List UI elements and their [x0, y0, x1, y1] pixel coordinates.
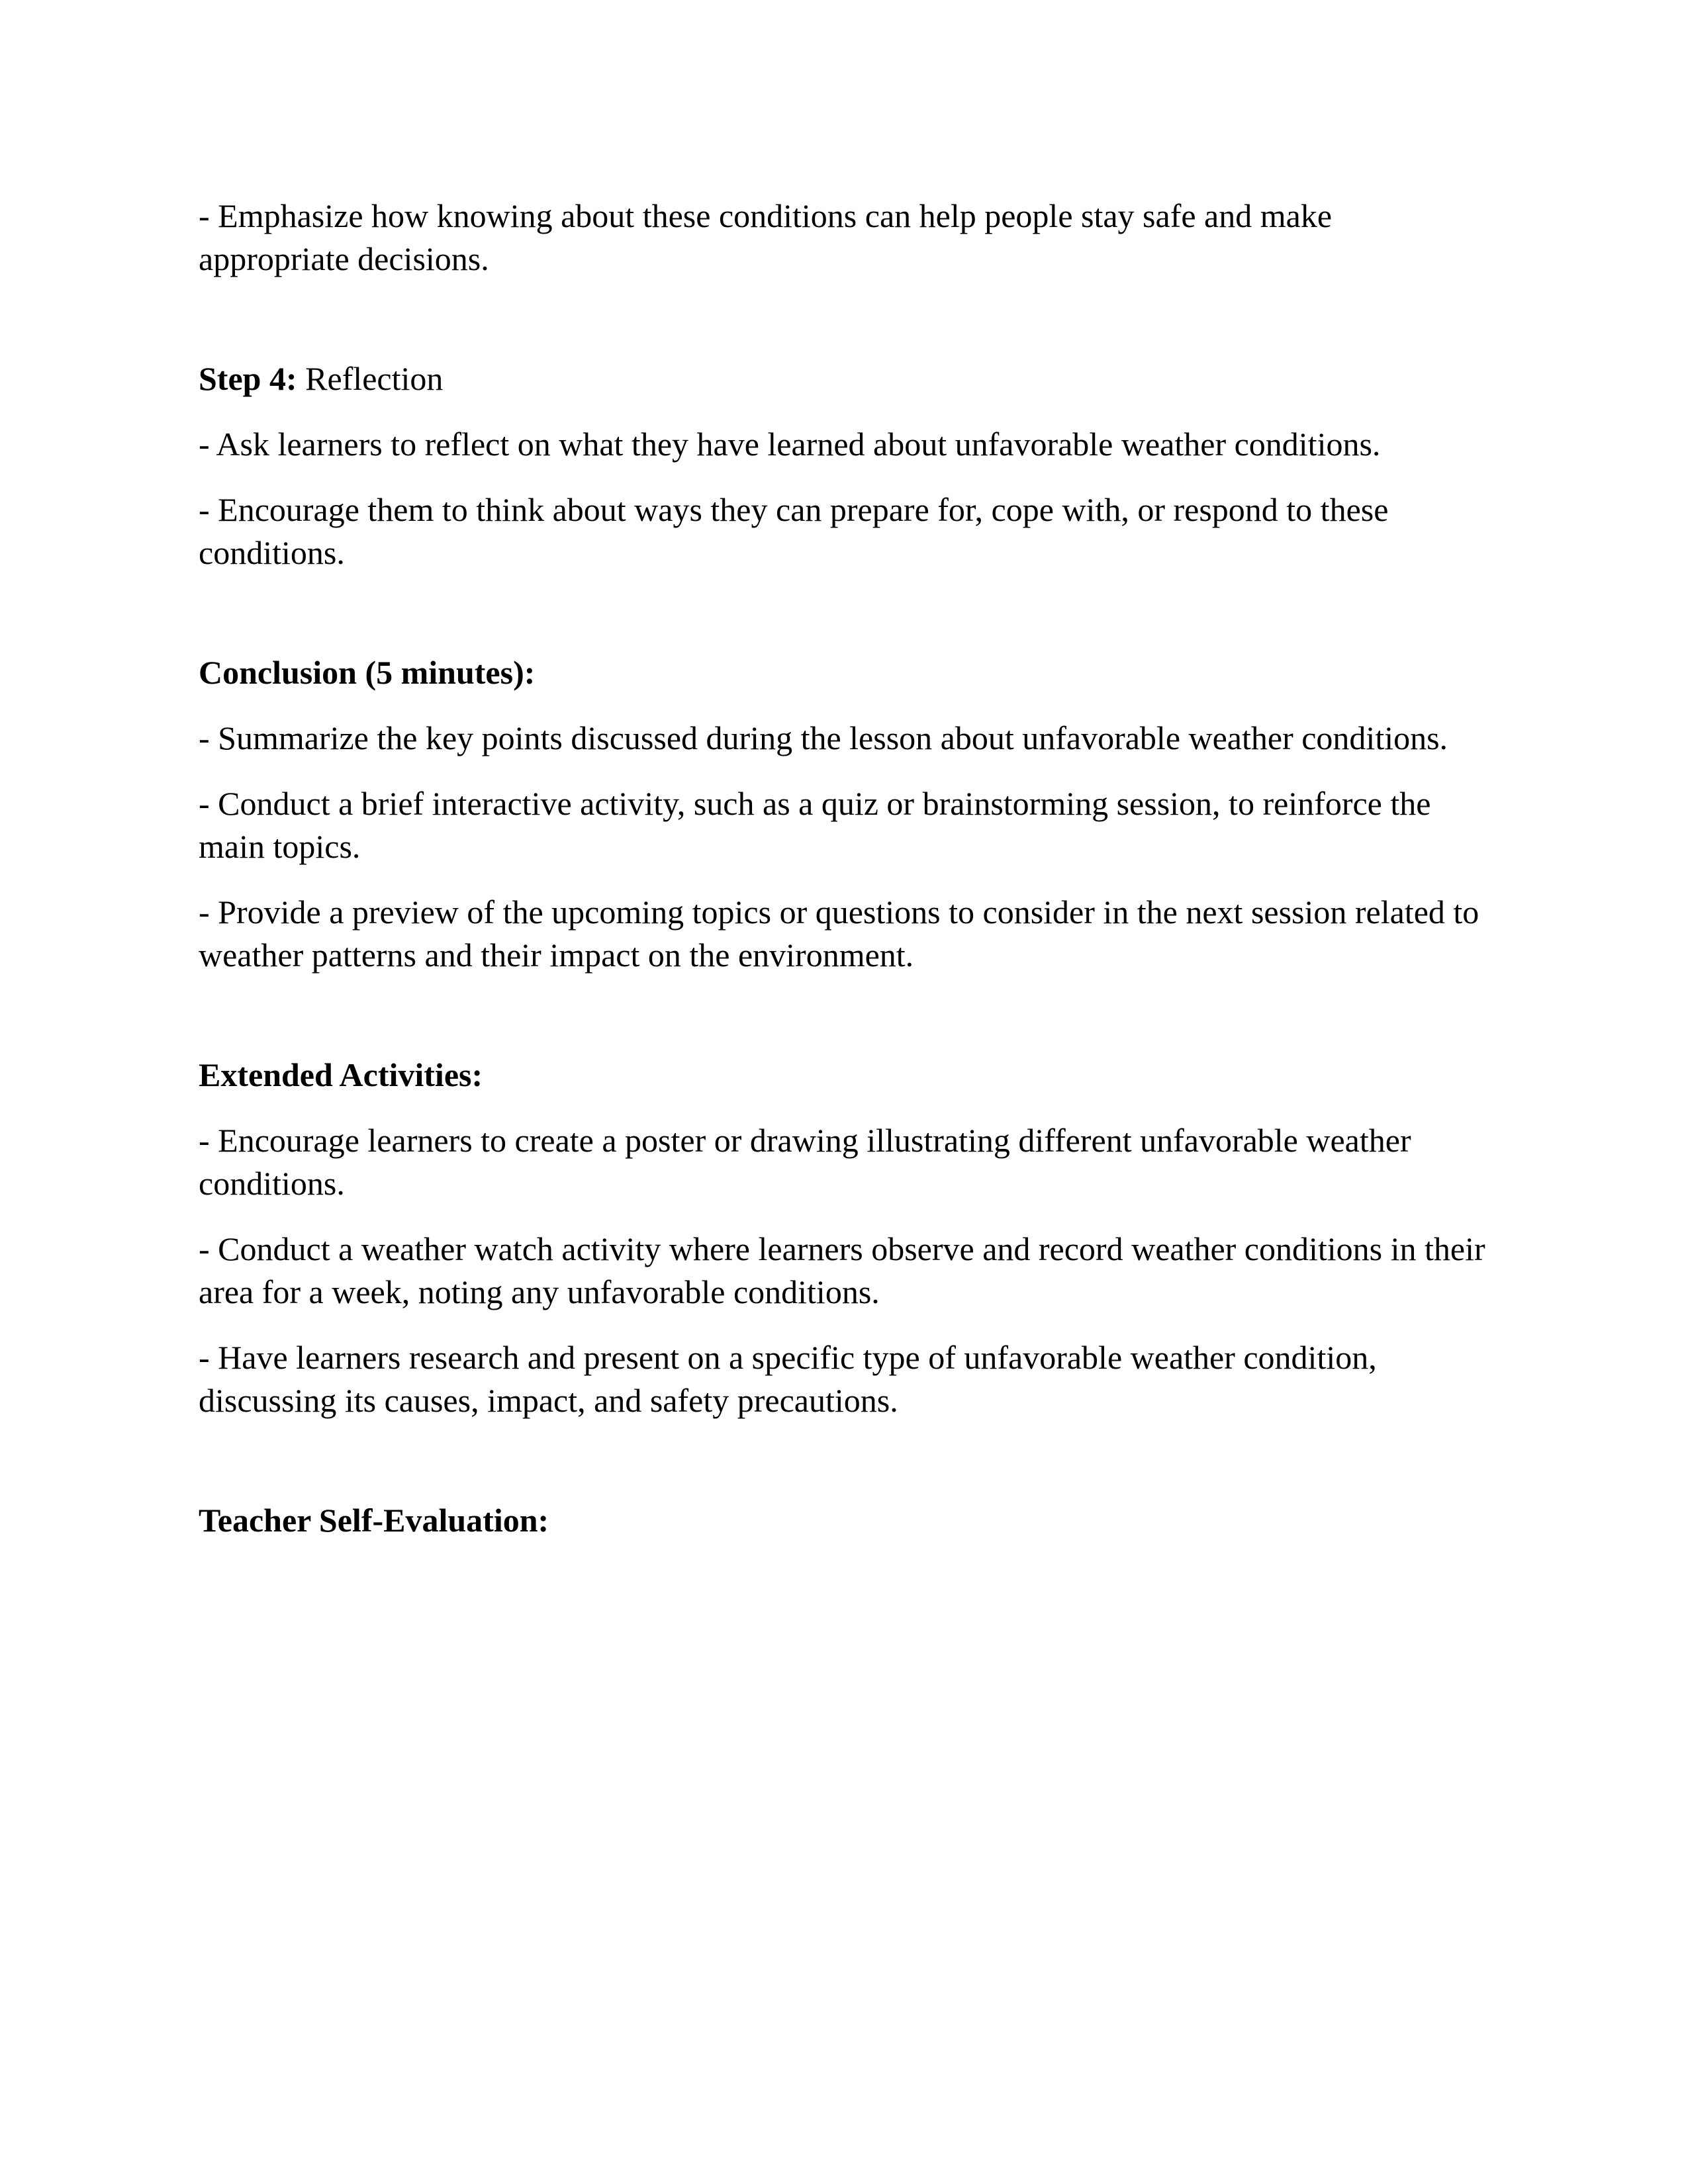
- section-heading: [199, 357, 1489, 400]
- section-heading: [199, 1054, 1489, 1097]
- section-heading-bold-text: Extended Activities:: [199, 1056, 483, 1093]
- paragraph-line: - Provide a preview of the upcoming topics or questions to consider in the next session related to: [199, 893, 1479, 931]
- paragraph: [199, 195, 1489, 281]
- paragraph-line: - Conduct a brief interactive activity, such as a quiz or brainstorming session, to reinforce the: [199, 785, 1431, 822]
- paragraph: [199, 891, 1489, 977]
- paragraph: [199, 423, 1489, 466]
- paragraph: [199, 1336, 1489, 1422]
- section-heading-bold-text: Conclusion (5 minutes):: [199, 654, 536, 691]
- paragraph-line: conditions.: [199, 1165, 345, 1202]
- paragraph-line: main topics.: [199, 828, 361, 865]
- paragraph-line: - Ask learners to reflect on what they have learned about unfavorable weather conditions.: [199, 426, 1381, 463]
- paragraph-line: - Have learners research and present on a specific type of unfavorable weather condition,: [199, 1339, 1377, 1376]
- paragraph-line: - Encourage them to think about ways they can prepare for, cope with, or respond to these: [199, 491, 1389, 528]
- paragraph-line: - Encourage learners to create a poster or drawing illustrating different unfavorable weather: [199, 1122, 1411, 1159]
- paragraph: [199, 488, 1489, 574]
- paragraph-line: area for a week, noting any unfavorable conditions.: [199, 1273, 880, 1310]
- paragraph-line: weather patterns and their impact on the environment.: [199, 936, 914, 974]
- section-heading: [199, 1499, 1489, 1542]
- paragraph-line: conditions.: [199, 534, 345, 571]
- paragraph-line: - Conduct a weather watch activity where learners observe and record weather conditions in their: [199, 1230, 1485, 1267]
- paragraph-line: appropriate decisions.: [199, 240, 489, 277]
- paragraph: [199, 1228, 1489, 1314]
- paragraph-line: - Emphasize how knowing about these conditions can help people stay safe and make: [199, 197, 1333, 234]
- section-heading-bold-text: Step 4:: [199, 360, 297, 397]
- section-heading-regular-text: Reflection: [297, 360, 444, 397]
- section-heading-bold-text: Teacher Self-Evaluation:: [199, 1502, 549, 1539]
- paragraph: [199, 1119, 1489, 1205]
- paragraph: [199, 717, 1489, 760]
- paragraph-line: discussing its causes, impact, and safety precautions.: [199, 1382, 898, 1419]
- paragraph: [199, 782, 1489, 868]
- section-heading: [199, 651, 1489, 694]
- paragraph-line: - Summarize the key points discussed during the lesson about unfavorable weather conditions.: [199, 719, 1448, 756]
